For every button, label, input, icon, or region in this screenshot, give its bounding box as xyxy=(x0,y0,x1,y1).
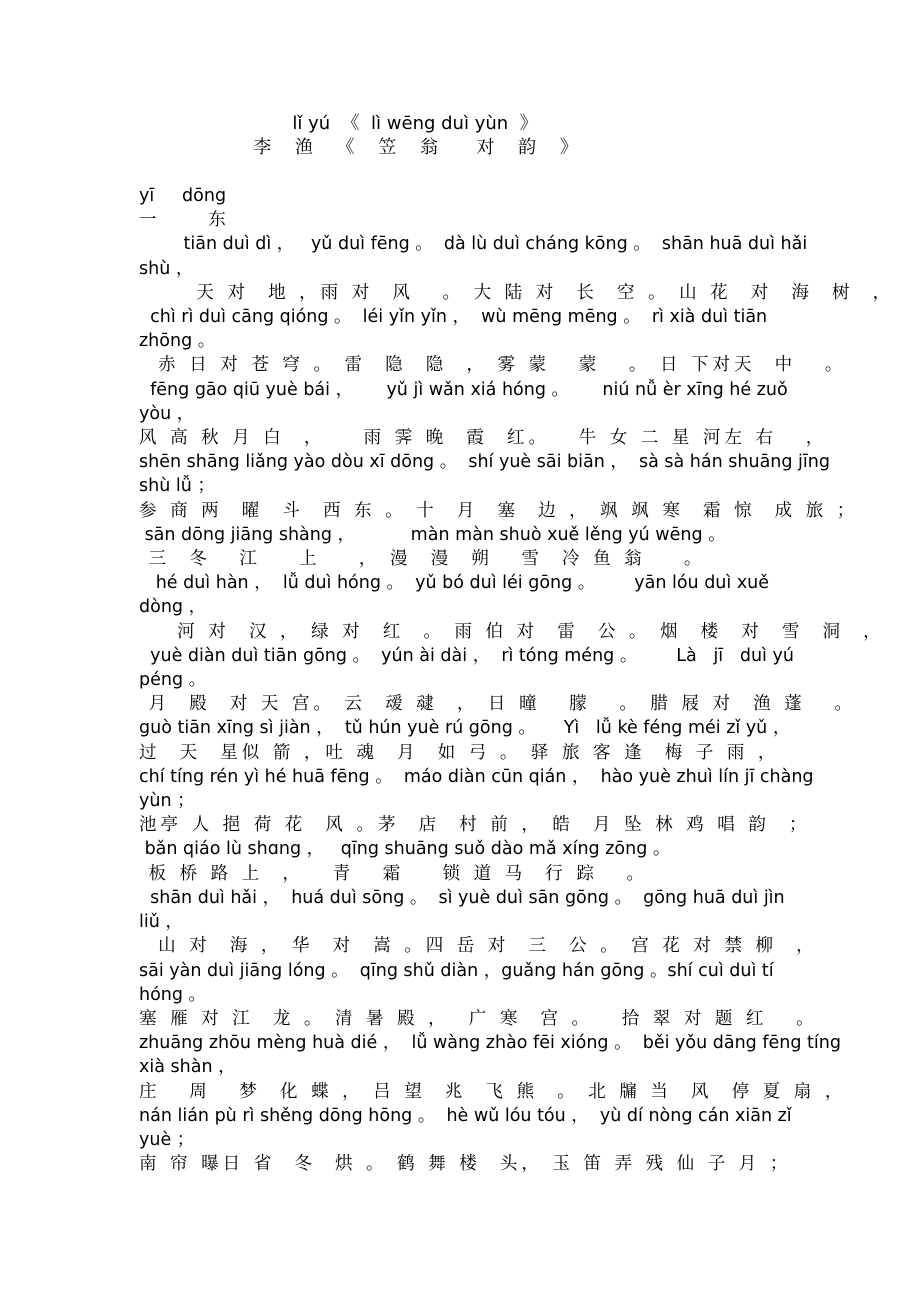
pinyin-line: shù ， xyxy=(139,258,194,279)
hanzi-line: 天 对 地 ，雨 对 风 。 大 陆 对 长 空 。 山 花 对 海 树 ， xyxy=(139,282,895,303)
pinyin-line: hé duì hàn ， lǚ duì hóng 。 yǔ bó duì léi gōng 。 yān lóu duì xuě xyxy=(139,573,770,594)
hanzi-line: 河 对 汉 ， 绿 对 红 。 雨 伯 对 雷 公 。 烟 楼 对 雪 洞 ， xyxy=(139,621,885,642)
hanzi-line: 过 天 星似 箭 ，吐 魂 月 如 弓 。 驿 旅 客 逢 梅 子 雨 ， xyxy=(139,742,780,763)
title-pinyin: lǐ yú 《 lì wēng duì yùn 》 xyxy=(292,113,538,134)
pinyin-line: yùn ； xyxy=(139,791,195,812)
pinyin-line: shān duì hǎi ， huá duì sōng 。 sì yuè duì sān gōng 。 gōng huā duì jìn xyxy=(139,887,785,908)
pinyin-line: zhōng 。 xyxy=(139,331,216,352)
pinyin-line: yī dōng xyxy=(139,186,227,206)
hanzi-line: 塞 雁 对 江 龙 。 清 暑 殿 ， 广 寒 宫 。 拾 翠 对 题 红 。 xyxy=(139,1008,818,1029)
hanzi-line: 三 冬 江 上 ， 漫 漫 朔 雪 冷 鱼 翁 。 xyxy=(139,549,706,570)
pinyin-line: liǔ ， xyxy=(139,912,183,933)
pinyin-line: yòu ， xyxy=(139,403,195,424)
pinyin-line: sān dōng jiāng shàng ， màn màn shuò xuě lěng yú wēng 。 xyxy=(139,524,726,545)
hanzi-line: 风 高 秋 月 白 ， 雨 霁 晚 霞 红。 牛 女 二 星 河左 右 ， xyxy=(139,428,828,449)
pinyin-line: nán lián pù rì shěng dōng hōng 。 hè wǔ lóu tóu ， yù dí nòng cán xiān zǐ xyxy=(139,1105,792,1126)
hanzi-line: 月 殿 对 天 宫。 云 叆 叇 ， 日 曈 朦 。 腊 屐 对 渔 蓬 。 xyxy=(139,694,856,715)
hanzi-line: 南 帘 曝日 省 冬 烘 。 鹤 舞 楼 头， 玉 笛 弄 残 仙 子 月 ； xyxy=(139,1154,792,1175)
hanzi-line: 一 东 xyxy=(139,210,230,231)
pinyin-line: tiān duì dì ， yǔ duì fēng 。 dà lù duì cháng kōng 。 shān huā duì hǎi xyxy=(139,234,808,255)
pinyin-line: guò tiān xīng sì jiàn ， tǔ hún yuè rú gōng 。 Yì lǚ kè féng méi zǐ yǔ ， xyxy=(139,718,791,739)
pinyin-line: yuè diàn duì tiān gōng 。 yún ài dài ， rì tóng méng 。 Là jī duì yú xyxy=(139,645,794,666)
pinyin-line: sāi yàn duì jiāng lóng 。 qīng shǔ diàn ，guǎng hán gōng 。shí cuì duì tí xyxy=(139,960,774,981)
hanzi-line: 参 商 两 曜 斗 西 东 。 十 月 塞 边 ， 飒 飒 寒 霜 惊 成 旅 ； xyxy=(139,500,859,521)
pinyin-line: chì rì duì cāng qióng 。 léi yǐn yǐn ， wù mēng mēng 。 rì xià duì tiān xyxy=(139,307,768,328)
pinyin-line: fēng gāo qiū yuè bái ， yǔ jì wǎn xiá hóng 。 niú nǚ èr xīng hé zuǒ xyxy=(139,379,788,400)
poem-body xyxy=(139,184,895,1176)
pinyin-line: shù lǚ ； xyxy=(139,476,215,497)
hanzi-line: 山 对 海 ， 华 对 嵩 。四 岳 对 三 公 。 宫 花 对 禁 柳 ， xyxy=(139,936,818,957)
pinyin-line: dòng ， xyxy=(139,597,207,618)
hanzi-line: 庄 周 梦 化 蝶 ， 吕 望 兆 飞 熊 。 北 牖 当 风 停 夏 扇 ， xyxy=(139,1081,847,1102)
pinyin-line: zhuāng zhōu mèng huà dié ， lǚ wàng zhào fēi xióng 。 běi yǒu dāng fēng tíng xyxy=(139,1033,841,1054)
hanzi-line: 池亭 人 挹 荷 花 风 。茅 店 村 前 ， 皓 月 坠 林 鸡 唱 韵 ； xyxy=(139,815,811,836)
pinyin-line: péng 。 xyxy=(139,670,207,691)
pinyin-line: yuè ； xyxy=(139,1129,195,1150)
title-hanzi: 李 渔 《 笠 翁 对 韵 》 xyxy=(253,137,587,158)
hanzi-line: 赤 日 对 苍 穹 。 雷 隐 隐 ， 雾 蒙 蒙 。 日 下对天 中 。 xyxy=(139,355,847,376)
hanzi-line: 板 桥 路 上 ， 青 霜 锁 道 马 行 踪 。 xyxy=(139,863,649,884)
pinyin-line: hóng 。 xyxy=(139,984,207,1005)
pinyin-line: chí tíng rén yì hé huā fēng 。 máo diàn cūn qián ， hào yuè zhuì lín jī chàng xyxy=(139,766,814,787)
pinyin-line: bǎn qiáo lù shɑng ， qīng shuāng suǒ dào mǎ xíng zōng 。 xyxy=(139,839,671,860)
pinyin-line: shēn shāng liǎng yào dòu xī dōng 。 shí yuè sāi biān ， sà sà hán shuāng jīng xyxy=(139,452,830,473)
pinyin-line: xià shàn ， xyxy=(139,1057,236,1078)
